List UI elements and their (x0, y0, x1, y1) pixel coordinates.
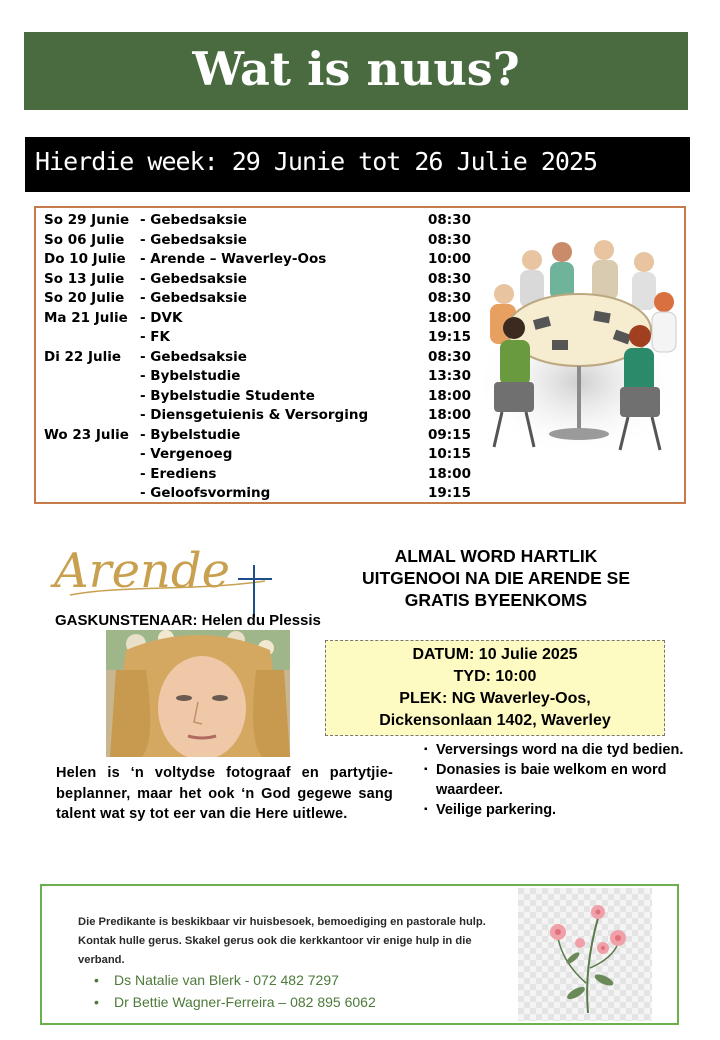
schedule-time: 19:15 (428, 329, 471, 345)
arende-invitation (322, 545, 670, 611)
invite-line: GRATIS BYEENKOMS (404, 590, 588, 610)
schedule-event: - Arende – Waverley-Oos (140, 251, 327, 267)
invite-line: UITGENOOI NA DIE ARENDE SE (361, 568, 631, 588)
schedule-event: - Geloofsvorming (140, 485, 271, 501)
arende-logo (50, 535, 275, 620)
event-date: DATUM: 10 Julie 2025 (412, 646, 578, 663)
schedule-event: - Erediens (140, 465, 217, 482)
bullet-icon: • (94, 994, 99, 1010)
list-item (424, 760, 684, 800)
guest-artist-photo (106, 630, 290, 757)
schedule-event: - Bybelstudie (140, 368, 241, 384)
schedule-day: So 29 Junie (44, 212, 130, 228)
bullet-icon: • (94, 972, 99, 988)
schedule-event: - Bybelstudie Studente (140, 387, 315, 404)
bullet-icon: ▪ (424, 764, 428, 775)
schedule-day: Do 10 Julie (44, 251, 126, 267)
note-text: Verversings word na die tyd bedien. (436, 742, 684, 758)
event-notes-list (424, 740, 684, 820)
schedule-event: - Diensgetuienis & Versorging (140, 407, 369, 423)
schedule-time: 10:00 (428, 251, 471, 267)
guest-artist-label: GASKUNSTENAAR: Helen du Plessis (55, 612, 321, 629)
schedule-event: - Bybelstudie (140, 426, 241, 443)
title-underline (217, 122, 545, 125)
schedule-time: 08:30 (428, 348, 471, 365)
schedule-time: 08:30 (428, 270, 471, 287)
schedule-time: 18:00 (428, 465, 471, 482)
event-address: Dickensonlaan 1402, Waverley (379, 712, 611, 729)
schedule-time: 08:30 (428, 290, 471, 306)
list-item (424, 740, 684, 760)
guest-artist-bio: Helen is ‘n voltydse fotograaf en partytjie-beplanner, maar het ook ‘n God gegewe sang talent wat sy tot eer van die Here uitlewe. (56, 765, 393, 822)
flower-icon (518, 888, 652, 1021)
meeting-table-illustration (474, 232, 684, 464)
schedule-time: 08:30 (428, 231, 471, 248)
schedule-event: - Gebedsaksie (140, 270, 247, 287)
schedule-time: 13:30 (428, 368, 471, 384)
note-text: Donasies is baie welkom en word waardeer. (436, 762, 667, 798)
page-title: Wat is nuus? (192, 42, 520, 96)
contact-text: Dr Bettie Wagner-Ferreira – 082 895 6062 (114, 994, 376, 1010)
contact-item (94, 972, 339, 988)
bullet-icon: ▪ (424, 804, 428, 815)
pastoral-care-text: Die Predikante is beskikbaar vir huisbesoek, bemoediging en pastorale hulp. Kontak hulle gerus. Skakel gerus ook die kerkkantoor vir enige hulp in die verband. (78, 916, 486, 966)
event-place: PLEK: NG Waverley-Oos, (399, 690, 591, 707)
week-banner (25, 137, 690, 192)
schedule-day: So 06 Julie (44, 231, 125, 248)
bullet-icon: ▪ (424, 744, 428, 755)
schedule-time: 19:15 (428, 485, 471, 501)
contact-item (94, 994, 376, 1010)
schedule-time: 10:15 (428, 446, 471, 462)
schedule-day: So 20 Julie (44, 290, 125, 306)
event-details-box (325, 640, 665, 736)
list-item (424, 800, 684, 820)
schedule-event: - DVK (140, 309, 183, 326)
week-heading: Hierdie week: 29 Junie tot 26 Julie 2025 (35, 147, 598, 176)
schedule-time: 09:15 (428, 426, 471, 443)
schedule-time: 08:30 (428, 212, 471, 228)
contact-text: Ds Natalie van Blerk - 072 482 7297 (114, 972, 339, 988)
schedule-day: Di 22 Julie (44, 348, 122, 365)
schedule-time: 18:00 (428, 309, 471, 326)
event-time: TYD: 10:00 (453, 668, 537, 685)
schedule-event: - Gebedsaksie (140, 231, 247, 248)
arende-logo-text: Arende (54, 543, 231, 599)
title-banner (24, 32, 688, 110)
schedule-time: 18:00 (428, 407, 471, 423)
schedule-event: - FK (140, 329, 170, 345)
schedule-day: Wo 23 Julie (44, 426, 129, 443)
note-text: Veilige parkering. (436, 802, 557, 818)
schedule-event: - Gebedsaksie (140, 348, 247, 365)
schedule-event: - Vergenoeg (140, 446, 233, 462)
schedule-day: So 13 Julie (44, 270, 125, 287)
schedule-event: - Gebedsaksie (140, 290, 247, 306)
schedule-event: - Gebedsaksie (140, 212, 247, 228)
schedule-time: 18:00 (428, 387, 471, 404)
schedule-day: Ma 21 Julie (44, 309, 128, 326)
invite-line: ALMAL WORD HARTLIK (394, 546, 598, 566)
